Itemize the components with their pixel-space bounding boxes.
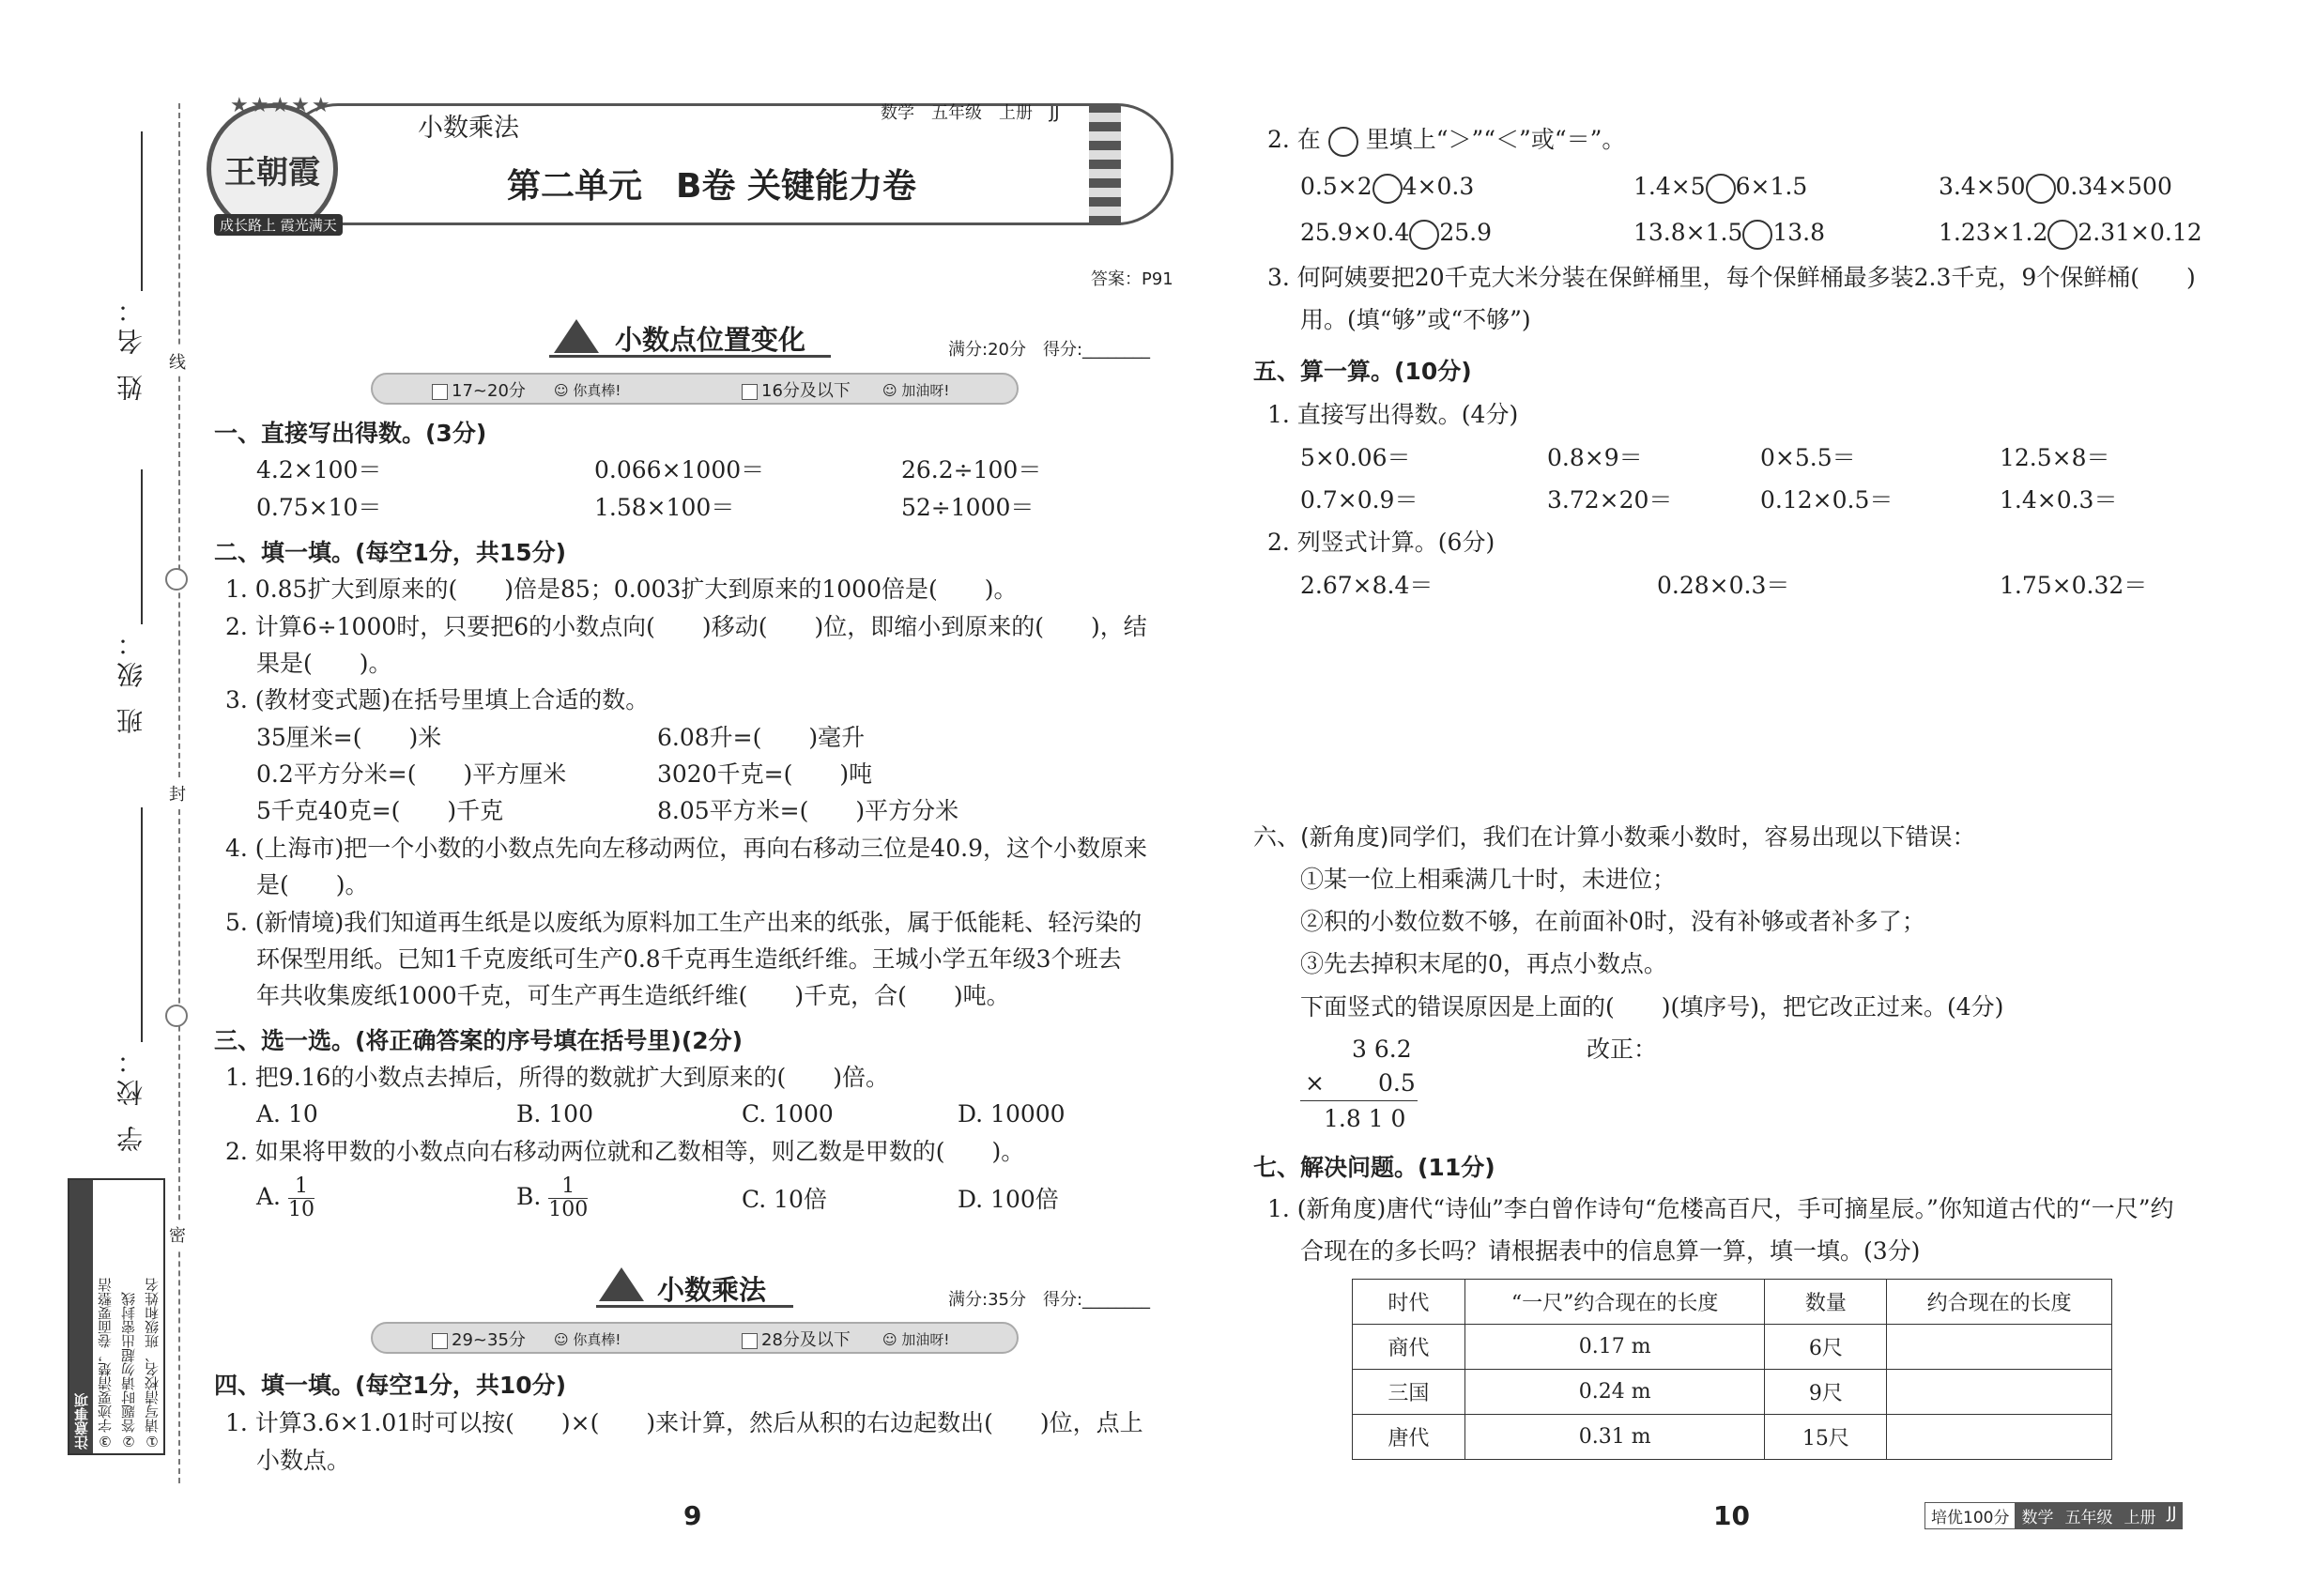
question-title: 五、算一算。(10分) [1253,358,1472,385]
question-line: 3. 何阿姨要把20千克大米分装在保鲜桶里，每个保鲜桶最多装2.3千克，9个保鲜桶( ) [1267,264,2196,291]
checkbox[interactable] [742,1333,758,1349]
calc-item: 3.72×20＝ [1547,486,1673,514]
lighthouse-icon [1089,103,1121,225]
fraction: $\frac{1}{100}$ [548,1174,589,1222]
table-cell: 唐代 [1353,1415,1465,1460]
question-line: 2. 列竖式计算。(6分) [1267,529,1495,556]
calc-item: 0×5.5＝ [1760,444,1856,471]
question-line: 下面竖式的错误原因是上面的( )(填序号)，把它改正过来。(4分) [1300,993,2004,1021]
checkbox[interactable] [742,384,758,400]
class-label: 班 级： [115,624,146,734]
question-line: 1. 0.85扩大到原来的( )倍是85；0.003扩大到原来的1000倍是( )。 [225,575,1018,603]
unit-item: 0.2平方分米=( )平方厘米 [256,760,567,788]
table-cell: 三国 [1353,1370,1465,1415]
calc-item: 0.7×0.9＝ [1300,486,1418,514]
answer-cell[interactable] [1887,1325,2112,1370]
publisher-logo: 王朝霞 [207,103,338,235]
page-number: 10 [1713,1500,1750,1531]
compare-circle[interactable] [1742,220,1772,250]
vertical-row: 0.5 [1378,1069,1416,1097]
answer-reference: 答案：P91 [1091,269,1173,289]
answer-cell[interactable] [1887,1415,2112,1460]
note-item: ①请写清校名、班级和姓名 [144,1278,161,1450]
calc-item: 12.5×8＝ [2000,444,2110,471]
choice-a[interactable]: A. $\frac{1}{10}$ [256,1174,314,1222]
table-cell: 9尺 [1765,1370,1887,1415]
error-item: ①某一位上相乘满几十时，未进位； [1300,866,1677,893]
question-line: 1. 把9.16的小数点去掉后，所得的数就扩大到原来的( )倍。 [225,1064,889,1091]
cut-mark-2: 封 [169,779,186,807]
compare-circle[interactable] [1328,127,1358,157]
table-cell: 0.17 m [1464,1325,1765,1370]
times-sign: × [1305,1069,1325,1097]
table-cell: 6尺 [1765,1325,1887,1370]
correction-label: 改正： [1587,1036,1658,1063]
unit-item: 35厘米=( )米 [256,724,442,751]
calc-item: 1.58×100＝ [594,494,735,521]
praise-tip: ☺ 你真棒! [554,1331,621,1348]
length-table [1352,1279,2112,1460]
score-option[interactable]: 17~20分 [432,377,526,402]
table-row [1353,1325,2112,1370]
unit-item: 8.05平方米=( )平方分米 [657,797,959,824]
binding-hole-icon [165,1005,188,1027]
vertical-calc-item: 2.67×8.4＝ [1300,572,1434,599]
badge-edition: JJ [2161,1503,2182,1528]
choice-c[interactable]: C. 10倍 [742,1186,827,1213]
table-header: 约合现在的长度 [1887,1280,2112,1325]
score-option[interactable]: 28分及以下 [742,1327,851,1351]
score-option[interactable]: 16分及以下 [742,377,851,402]
page-number: 9 [683,1500,702,1531]
score-option[interactable]: 29~35分 [432,1327,526,1351]
calc-item: 52÷1000＝ [901,494,1035,521]
vertical-calc-item: 1.75×0.32＝ [2000,572,2148,599]
question-line: 合现在的多长吗？请根据表中的信息算一算，填一填。(3分) [1300,1237,1921,1265]
question-line: 3. (教材变式题)在括号里填上合适的数。 [225,686,650,714]
calc-item: 5×0.06＝ [1300,444,1411,471]
note-item: ②答题时请勿超出密封线 [120,1292,137,1450]
badge-subject: 数学 [2016,1503,2059,1528]
badge-grade: 五年级 [2059,1503,2118,1528]
compare-circle[interactable] [1409,220,1439,250]
name-field[interactable] [141,131,143,291]
school-field[interactable] [141,807,143,1042]
question-line: 2. 如果将甲数的小数点向右移动两位就和乙数相等，则乙数是甲数的( )。 [225,1138,1025,1165]
vertical-calc-item: 0.28×0.3＝ [1657,572,1790,599]
notes-title: 注意事项 [69,1180,93,1453]
table-cell: 15尺 [1765,1415,1887,1460]
question-line: 年共收集废纸1000千克，可生产再生造纸纤维( )千克，合( )吨。 [256,982,1010,1009]
question-line: 果是( )。 [256,650,392,677]
vertical-rule [1300,1100,1418,1101]
compare-item: 1.23×1.2 2.31×0.12 [1939,218,2202,250]
table-header: “一尺”约合现在的长度 [1464,1280,1765,1325]
praise-tip: ☺ 你真棒! [554,382,621,399]
calc-item: 4.2×100＝ [256,456,382,483]
question-line: 是( )。 [256,871,369,898]
choice-d[interactable]: D. 100倍 [958,1186,1059,1213]
table-cell: 0.24 m [1464,1370,1765,1415]
note-item: ③字迹要清楚，卷面要整洁 [97,1278,114,1450]
cut-mark-1: 线 [169,347,186,376]
class-field[interactable] [141,469,143,624]
unit-item: 3020千克=( )吨 [657,760,873,788]
header-topic: 小数乘法 [418,114,519,143]
unit-item: 5千克40克=( )千克 [256,797,504,824]
question-line: 小数点。 [256,1447,351,1474]
question-line: 1. 直接写出得数。(4分) [1267,401,1519,428]
compare-circle[interactable] [2047,220,2078,250]
question-line: 环保型用纸。已知1千克废纸可生产0.8千克再生造纸纤维。王城小学五年级3个班去 [256,945,1122,973]
question-title: 四、填一填。(每空1分，共10分) [214,1372,567,1399]
calc-item: 1.4×0.3＝ [2000,486,2118,514]
section-score: 满分:35分 得分:________ [948,1290,1151,1310]
fraction: $\frac{1}{10}$ [287,1174,314,1222]
unit-item: 6.08升=( )毫升 [657,724,866,751]
calc-item: 0.12×0.5＝ [1760,486,1894,514]
sailboat-icon [599,1267,644,1301]
calc-item: 0.8×9＝ [1547,444,1643,471]
compare-item: 13.8×1.5 13.8 [1633,218,1825,250]
question-line: 1. (新角度)唐代“诗仙”李白曾作诗句“危楼高百尺，手可摘星辰。”你知道古代的“一尺”约 [1267,1195,2174,1222]
table-row [1353,1415,2112,1460]
table-header: 时代 [1353,1280,1465,1325]
compare-circle[interactable] [1372,174,1403,204]
section-underline [596,1305,793,1308]
compare-circle[interactable] [2026,174,2056,204]
section-title: 小数点位置变化 [615,324,806,356]
compare-circle[interactable] [1706,174,1736,204]
question-title: 二、填一填。(每空1分，共15分) [214,539,567,566]
question-title: 六、(新角度)同学们，我们在计算小数乘小数时，容易出现以下错误： [1253,823,1976,851]
question-line: 5. (新情境)我们知道再生纸是以废纸为原料加工生产出来的纸张，属于低能耗、轻污染的 [225,909,1142,936]
error-item: ③先去掉积末尾的0，再点小数点。 [1300,950,1667,977]
name-label: 姓 名： [115,291,146,401]
question-line: 用。(填“够”或“不够”) [1300,306,1531,333]
school-label: 学 校： [115,1042,146,1152]
encourage-tip: ☺ 加油呀! [882,1331,950,1348]
notes-box [68,1178,165,1455]
choice-b[interactable]: B. 100 [516,1100,593,1128]
footer-badge [1924,1502,2183,1529]
section-underline [549,355,831,358]
badge-volume: 上册 [2118,1503,2161,1528]
answer-cell[interactable] [1887,1370,2112,1415]
question-line: 4. (上海市)把一个小数的小数点先向左移动两位，再向右移动三位是40.9，这个小数原来 [225,835,1147,862]
choice-d[interactable]: D. 10000 [958,1100,1066,1128]
compare-item: 1.4×5 6×1.5 [1633,172,1807,204]
calc-item: 0.066×1000＝ [594,456,765,483]
sailboat-icon [554,319,599,353]
table-cell: 商代 [1353,1325,1465,1370]
compare-item: 3.4×50 0.34×500 [1939,172,2172,204]
header-meta: 数学 五年级 上册 JJ [881,103,1060,123]
table-header-row [1353,1280,2112,1325]
vertical-row: 1.8 1 0 [1324,1105,1406,1132]
section-title: 小数乘法 [657,1274,767,1306]
calc-item: 26.2÷100＝ [901,456,1042,483]
logo-slogan: 成长路上 霞光满天 [214,214,343,236]
table-row [1353,1370,2112,1415]
compare-item: 0.5×2 4×0.3 [1300,172,1474,204]
checkbox[interactable] [432,384,448,400]
page-title: 第二单元 B卷 关键能力卷 [507,167,916,206]
stars-icon: ★★★★★ [230,94,332,117]
question-line: 1. 计算3.6×1.01时可以按( )×( )来计算，然后从积的右边起数出( )位，点上 [225,1409,1143,1436]
question-title: 三、选一选。(将正确答案的序号填在括号里)(2分) [214,1027,744,1054]
calc-item: 0.75×10＝ [256,494,382,521]
checkbox[interactable] [432,1333,448,1349]
choice-c[interactable]: C. 1000 [742,1100,834,1128]
error-item: ②积的小数位数不够，在前面补0时，没有补够或者补多了； [1300,908,1925,935]
question-title: 七、解决问题。(11分) [1253,1154,1495,1181]
compare-item: 25.9×0.4 25.9 [1300,218,1492,250]
question-title: 一、直接写出得数。(3分) [214,420,487,447]
binding-hole-icon [165,568,188,591]
badge-brand: 培优100分 [1925,1503,2016,1528]
choice-b[interactable]: B. $\frac{1}{100}$ [516,1174,589,1222]
encourage-tip: ☺ 加油呀! [882,382,950,399]
table-cell: 0.31 m [1464,1415,1765,1460]
cut-mark-3: 密 [169,1220,186,1249]
table-header: 数量 [1765,1280,1887,1325]
section-score: 满分:20分 得分:________ [948,340,1151,360]
question-line: 2. 在 里填上“＞”“＜”或“＝”。 [1267,125,1625,157]
vertical-row: 3 6.2 [1352,1036,1412,1063]
question-line: 2. 计算6÷1000时，只要把6的小数点向( )移动( )位，即缩小到原来的( )，结 [225,613,1147,640]
choice-a[interactable]: A. 10 [256,1100,318,1128]
